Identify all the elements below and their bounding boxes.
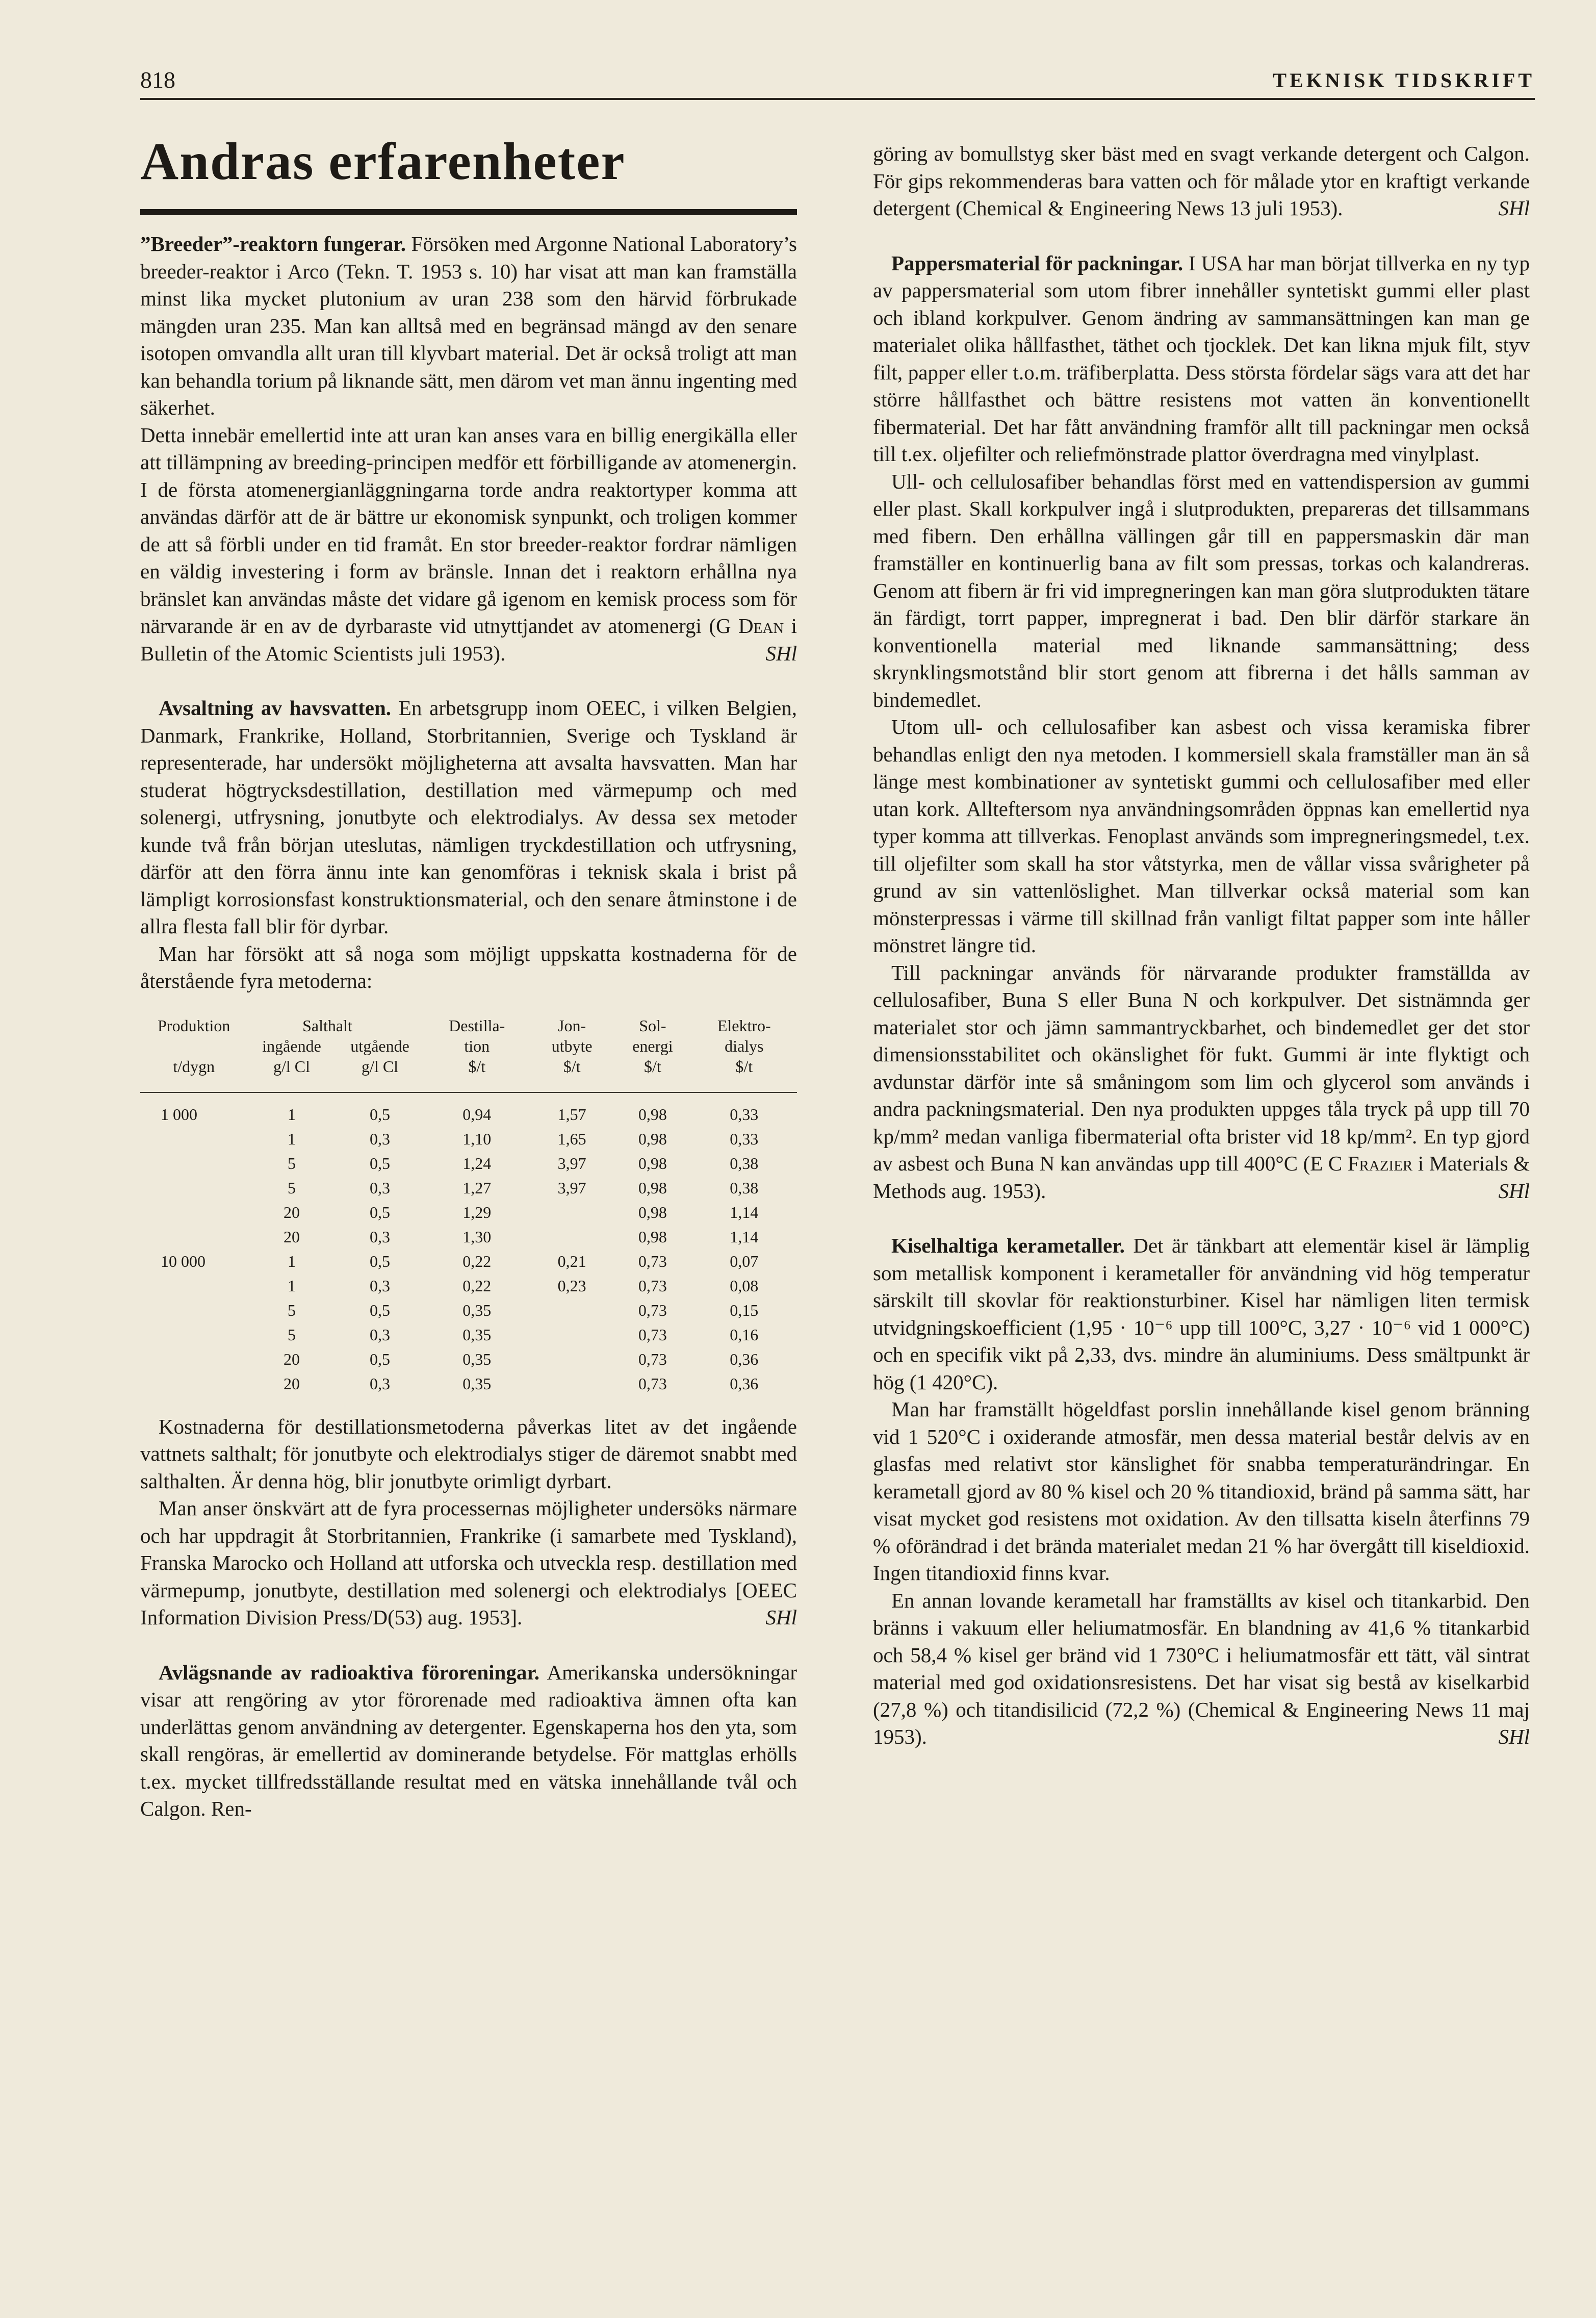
- author-name: Dean: [738, 614, 784, 638]
- table-row: 1 0,3 1,10 1,65 0,98 0,33: [288, 1129, 759, 1148]
- column-header-jonutbyte: Jon-utbyte $/t: [530, 1015, 614, 1092]
- article-paragraph: Kiselhaltiga kerametaller. Det är tänkbart att elementär kisel är lämplig som metallisk komponent i kerametaller för användning vid hög temperatur särskilt till skovlar för reaktionsturbiner. Kisel har nämligen liten termisk utvidgningskoefficient (1,95 · 10⁻⁶ upp till 100°C, 3,27 · 10⁻⁶ vid 1 000°C) och en specifik vikt på 2,33, dvs. mindre än aluminiums. Dess smältpunkt är hög (1 420°C).: [873, 1234, 1530, 1394]
- article-radioaktiva: [140, 1659, 797, 1823]
- author-signature: SHl: [1498, 1179, 1530, 1203]
- running-head: [140, 61, 1535, 100]
- journal-name: TEKNISK TIDSKRIFT: [1273, 69, 1535, 92]
- article-paragraph: Avsaltning av havsvatten. En arbetsgrupp inom OEEC, i vilken Belgien, Danmark, Frankrike, Holland, Storbritannien, Sverige och Tyskland är representerade, har undersökt möjligheterna att avsalta havsvatten. Man har studerat högtrycksdestillation, destillation med värmepump och med solenergi, utfrysning, jonutbyte och elektrodialys. Av dessa sex metoder kunde två från början uteslutas, nämligen tryckdestillation och utfrysning, därför att den förra ännu inte kan genomföras i teknisk skala i brist på lämpligt korrosionsfast konstruktionsmaterial, och den senare åtminstone i de allra flesta fall blir för dyrbar.: [140, 696, 797, 938]
- article-paragraph: Man anser önskvärt att de fyra processernas möjligheter undersöks närmare och har uppdragit åt Storbritannien, Frankrike (i samarbete med Tyskland), Franska Marocko och Holland att utforska och utveckla resp. destillation med värmepump, jonutbyte, destillation med solenergi och elektrodialys [OEEC Information Division Press/D(53) aug. 1953]. SHl: [140, 1495, 797, 1632]
- article-paragraph: göring av bomullstyg sker bäst med en svagt verkande detergent och Calgon. För gips rekommenderas bara vatten och för målade ytor en kraftigt verkande detergent (Chemical & Engineering News 13 juli 1953). SHl: [873, 140, 1530, 222]
- article-paragraph: Man har försökt att så noga som möjligt uppskatta kostnaderna för de återstående fyra metoderna:: [140, 941, 797, 993]
- column-header-ingaende: Salthalt ingående g/l Cl: [248, 1015, 336, 1092]
- column-header-destillation: Destilla-tion $/t: [424, 1015, 530, 1092]
- table-row: 1 0,3 0,22 0,23 0,73 0,08: [288, 1276, 759, 1295]
- author-name: Frazier: [1347, 1152, 1413, 1175]
- article-kerametaller: [873, 1232, 1530, 1751]
- article-pappersmaterial: [873, 250, 1530, 1205]
- article-avsaltning: [140, 695, 797, 1632]
- left-column: [140, 133, 797, 1823]
- table-row: 5 0,5 1,24 3,97 0,98 0,38: [288, 1154, 759, 1173]
- table-row: 5 0,5 0,35 0,73 0,15: [288, 1301, 759, 1319]
- author-signature: SHl: [1498, 196, 1530, 220]
- section-title: Andras erfarenheter: [140, 133, 797, 215]
- article-paragraph: Ull- och cellulosafiber behandlas först med en vattendispersion av gummi eller plast. Skall korkpulver ingå i slutprodukten, prepareras det tillsammans med fibern. Den erhållna vällingen går till en pappersmaskin där man framställer en kontinuerlig bana av filt som pressas, torkas och kalandreras. Genom att fibern är fri vid impregneringen kan man göra slutprodukten tätare än färdigt, torrt papper, impregnerat i bad. Den blir därför starkare än konventionella material med liknande sammansättning; dess skrynklingsmotstånd blir stort genom att fibrerna i det hålls samman av bindemedlet.: [873, 469, 1530, 711]
- article-heading: Kiselhaltiga kerametaller.: [891, 1234, 1125, 1257]
- page-number: 818: [140, 67, 175, 93]
- article-paragraph: Pappersmaterial för packningar. I USA har man börjat tillverka en ny typ av pappersmaterial som utom fibrer innehåller syntetiskt gummi eller plast och ibland korkpulver. Genom ändring av sammansättningen kan man ge materialet olika hållfasthet, täthet och tjocklek. Det kan likna mjuk filt, styv filt, papper eller t.o.m. träfiberplatta. Dess största fördelar sägs vara att det har större hållfasthet och bättre resistens mot vatten än konventionellt fibermaterial. Det har fått användning framför allt till packningar men också till t.ex. oljefilter och reliefmönstrade plattor överdragna med vinylplast.: [873, 251, 1530, 466]
- article-paragraph: Till packningar används för närvarande produkter framställda av cellulosafiber, Buna S eller Buna N och korkpulver. Det sistnämnda ger materialet stor och jämn sammantryckbarhet, och bindemedlet ger det stor dimensionsstabilitet och okänslighet för fukt. Gummi är inte flyktigt och avdunstar därför inte så småningom som lim och glycerol som används i andra packningsmaterial. Den nya produkten uppges tåla tryck på upp till 70 kp/mm² medan vanliga fibermaterial ofta brister vid 18 kp/mm². En typ gjord av asbest och Buna N kan användas upp till 400°C (E C Frazier i Materials & Methods aug. 1953). SHl: [873, 959, 1530, 1205]
- column-header-utgaende: utgående g/l Cl: [336, 1015, 424, 1092]
- article-paragraph: Man har framställt högeldfast porslin innehållande kisel genom bränning vid 1 520°C i oxiderande atmosfär, men dessa material består delvis av en glasfas med relativt stor känslighet för snabba temperaturändringar. En kerametall gjord av 80 % kisel och 20 % titandioxid, bränd på samma sätt, har visat mycket god resistens mot oxidation. Av den tillsatta kiseln återfinns 79 % oförändrad i det brända materialet medan 21 % har övergått till kiseldioxid. Ingen titandioxid finns kvar.: [873, 1397, 1530, 1585]
- table-row: 5 0,3 0,35 0,73 0,16: [288, 1325, 759, 1344]
- right-column: [873, 140, 1530, 1751]
- article-breeder: [140, 231, 797, 667]
- table-row: 1 000 1 0,5 0,94 1,57 0,98 0,33: [161, 1105, 759, 1124]
- article-heading: Pappersmaterial för packningar.: [891, 251, 1183, 275]
- cost-table: [140, 1015, 797, 1396]
- article-heading: Avsaltning av havsvatten.: [159, 696, 391, 720]
- column-header-elektrodialys: Elektro-dialys $/t: [691, 1015, 797, 1092]
- table-row: 20 0,5 0,35 0,73 0,36: [284, 1349, 759, 1368]
- column-header-produktion: Produktion t/dygn: [140, 1015, 248, 1092]
- article-heading: Avlägsnande av radioaktiva föroreningar.: [159, 1660, 540, 1684]
- article-heading: ”Breeder”-reaktorn fungerar.: [140, 232, 406, 256]
- article-paragraph: Kostnaderna för destillationsmetoderna påverkas litet av det ingående vattnets salthalt; för jonutbyte och elektrodialys stiger de däremot snabbt med salthalten. Är denna hög, blir jonutbyte orimligt dyrbart.: [140, 1414, 797, 1493]
- table-row: 10 000 1 0,5 0,22 0,21 0,73 0,07: [161, 1252, 759, 1270]
- table-row: 20 0,3 1,30 0,98 1,14: [284, 1227, 759, 1246]
- column-header-solenergi: Sol-energi $/t: [614, 1015, 691, 1092]
- table-row: 5 0,3 1,27 3,97 0,98 0,38: [288, 1178, 759, 1197]
- author-signature: SHl: [765, 1606, 797, 1629]
- author-signature: SHl: [1498, 1725, 1530, 1748]
- article-paragraph: Utom ull- och cellulosafiber kan asbest och vissa keramiska fibrer behandlas enligt den nya metoden. I kommersiell skala framställer man än så länge mest kombinationer av syntetiskt gummi och cellulosafiber med eller utan kork. Allteftersom nya användningsområden öppnas kan emellertid nya typer komma att tillverkas. Fenoplast används som impregneringsmedel, t.ex. till oljefilter som skall ha stor våtstyrka, men de vållar vissa svårigheter på grund av sin vattenlöslighet. Man tillverkar också material som kan mönsterpressas i värme till skillnad från vanligt filtat papper som inte håller mönstret längre tid.: [873, 715, 1530, 957]
- author-signature: SHl: [765, 641, 797, 665]
- article-paragraph: ”Breeder”-reaktorn fungerar. Försöken med Argonne National Laboratory’s breeder-reaktor i Arco (Tekn. T. 1953 s. 10) har visat att man kan framställa minst lika mycket plutonium av uran 238 som den härvid förbrukade mängden uran 235. Man kan alltså med en begränsad mängd av den senare isotopen omvandla allt uran till klyvbart material. Det är också troligt att man kan behandla torium på liknande sätt, men därom vet man ännu ingenting med säkerhet.: [140, 232, 797, 420]
- table-row: 20 0,5 1,29 0,98 1,14: [284, 1203, 759, 1221]
- article-paragraph: Avlägsnande av radioaktiva föroreningar. Amerikanska undersökningar visar att rengöring av ytor förorenade med radioaktiva ämnen ofta kan underlättas genom användning av detergenter. Egenskaperna hos den yta, som skall rengöras, är emellertid av dominerande betydelse. För mattglas erhölls t.ex. mycket tillfredsställande resultat med en vätska innehållande tvål och Calgon. Ren-: [140, 1660, 797, 1821]
- article-paragraph: Detta innebär emellertid inte att uran kan anses vara en billig energikälla eller att tillämpning av breeding-principen medför ett förbilligande av atomenergin. I de första atomenergianläggningarna torde andra reaktortyper komma att användas därför att de är bättre ur ekonomisk synpunkt, och troligen kommer de att så förbli under en tid framåt. En stor breeder-reaktor fordrar nämligen en väldig investering i form av bränsle. Innan det i reaktorn erhållna nya bränslet kan användas måste det vidare gå igenom en kemisk process som för närvarande är en av de dyrbaraste vid utnyttjandet av atomenergi (G Dean i Bulletin of the Atomic Scientists juli 1953). SHl: [140, 422, 797, 668]
- article-paragraph: En annan lovande kerametall har framställts av kisel och titankarbid. Den bränns i vakuum eller heliumatmosfär. En blandning av 41,6 % titankarbid och 58,4 % kisel ger bränd vid 1 730°C i heliumatmosfär ett tätt, väl sintrat material med god oxidationsresistens. Det har visat sig bestå av kiselkarbid (27,8 %) och titandisilicid (72,2 %) (Chemical & Engineering News 11 maj 1953). SHl: [873, 1587, 1530, 1751]
- table-row: 20 0,3 0,35 0,73 0,36: [284, 1374, 759, 1393]
